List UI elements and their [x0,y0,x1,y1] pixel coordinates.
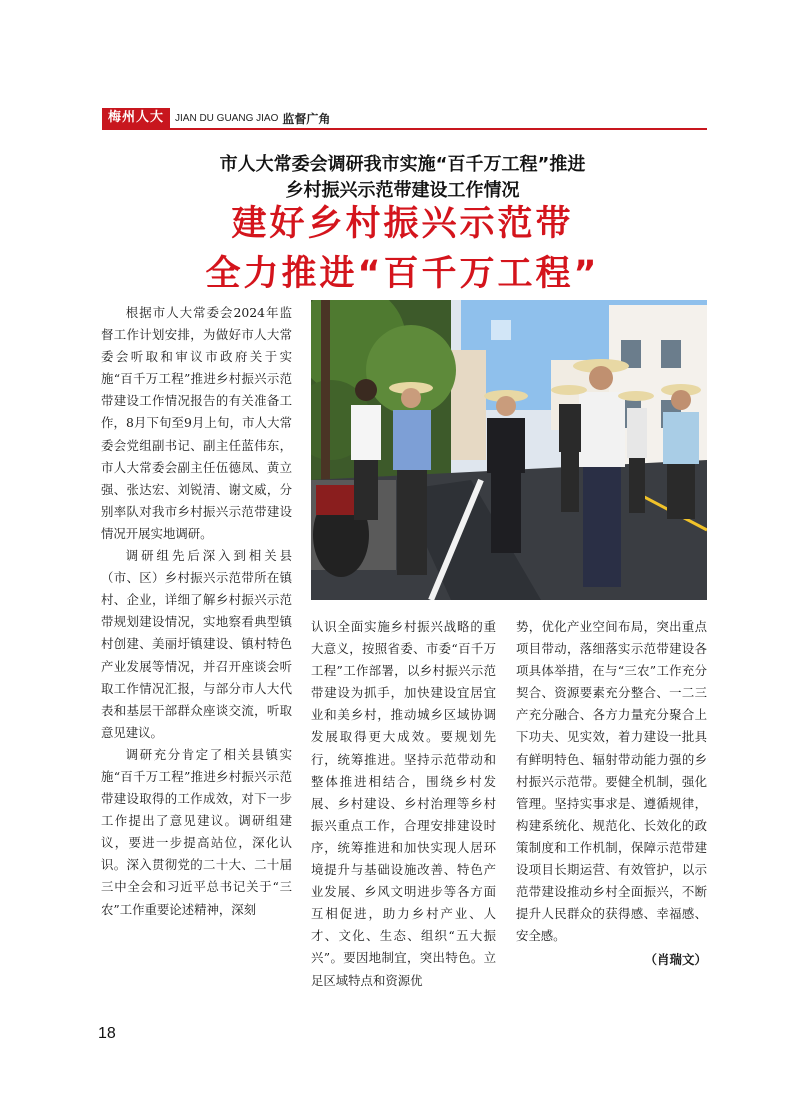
paragraph-3: 调研充分肯定了相关县镇实施“百千万工程”推进乡村振兴示范带建设取得的工作成效，对下一步工作提出了意见建议。调研组建议，要进一步提高站位，深化认识。深入贯彻党的二十大、二十届三中全会和习近平总书记关于“三农”工作重要论述精神，深刻 [101,746,292,917]
article-subtitle-line-1: 市人大常委会调研我市实施“百千万工程”推进 [219,154,586,175]
text-column-1 [101,302,292,921]
page-number: 18 [98,1025,116,1042]
paragraph-1: 根据市人大常委会2024年监督工作计划安排，为做好市人大常委会听取和审议市政府关于实施“百千万工程”推进乡村振兴示范带建设工作情况报告的有关准备工作，8月下旬至9月上旬，市人大常委会党组副书记、副主任蓝伟东，市人大常委会副主任伍德凤、黄立强、张达宏、刘锐清、谢文威，分别率队对我市乡村振兴示范带建设情况开展实地调研。 [101,305,292,541]
text-column-3 [516,616,707,972]
article-photo [311,300,707,600]
article-subtitle-line-2: 乡村振兴示范带建设工作情况 [285,180,520,201]
header-rule [102,128,707,130]
author-byline: （肖瑞文） [644,952,707,968]
paragraph-2: 调研组先后深入到相关县（市、区）乡村振兴示范带所在镇村、企业，详细了解乡村振兴示范带规划建设情况，实地察看典型镇村创建、美丽圩镇建设、镇村特色产业发展等情况，并召开座谈会听取工作情况汇报，与部分市人大代表和基层干部群众座谈交流，听取意见建议。 [101,548,292,740]
section-pinyin: JIAN DU GUANG JIAO [175,112,279,124]
section-title: 监督广角 [282,111,331,126]
photo-illustration [311,300,707,600]
brand-logo: 梅州人大 [102,108,170,128]
paragraph-continued: 认识全面实施乡村振兴战略的重大意义，按照省委、市委“百千万工程”工作部署，以乡村振兴示范带建设为抓手，加快建设宜居宜业和美乡村，推动城乡区域协调发展取得更大成效。要规划先行，统筹推进。坚持示范带动和整体推进相结合，围绕乡村发展、乡村建设、乡村治理等乡村振兴重点工作，合理安排建设时序，统筹推进和加快实现人居环境提升与基础设施改善、特色产业发展、乡风文明进步等各方面互相促进，助力乡村产业、人才、文化、生态、组织“五大振兴”。要因地制宜，突出特色。立足区域特点和资源优 [311,619,496,988]
article-title-line-1: 建好乡村振兴示范带 [231,204,574,244]
article-title-line-2: 全力推进“百千万工程” [205,254,600,294]
paragraph-continued-2: 势，优化产业空间布局，突出重点项目带动，落细落实示范带建设各项具体举措，在与“三农”工作充分契合、资源要素充分整合、一二三产充分融合、各方力量充分聚合上下功夫、见实效，着力建设一批具有鲜明特色、辐射带动能力强的乡村振兴示范带。要健全机制，强化管理。坚持实事求是、遵循规律，构建系统化、规范化、长效化的政策制度和工作机制，保障示范带建设项目长期运营、有效管护，以示范带建设推动乡村全面振兴，不断提升人民群众的获得感、幸福感、安全感。 [516,619,707,944]
text-column-2 [311,616,496,992]
magazine-header [102,108,330,128]
